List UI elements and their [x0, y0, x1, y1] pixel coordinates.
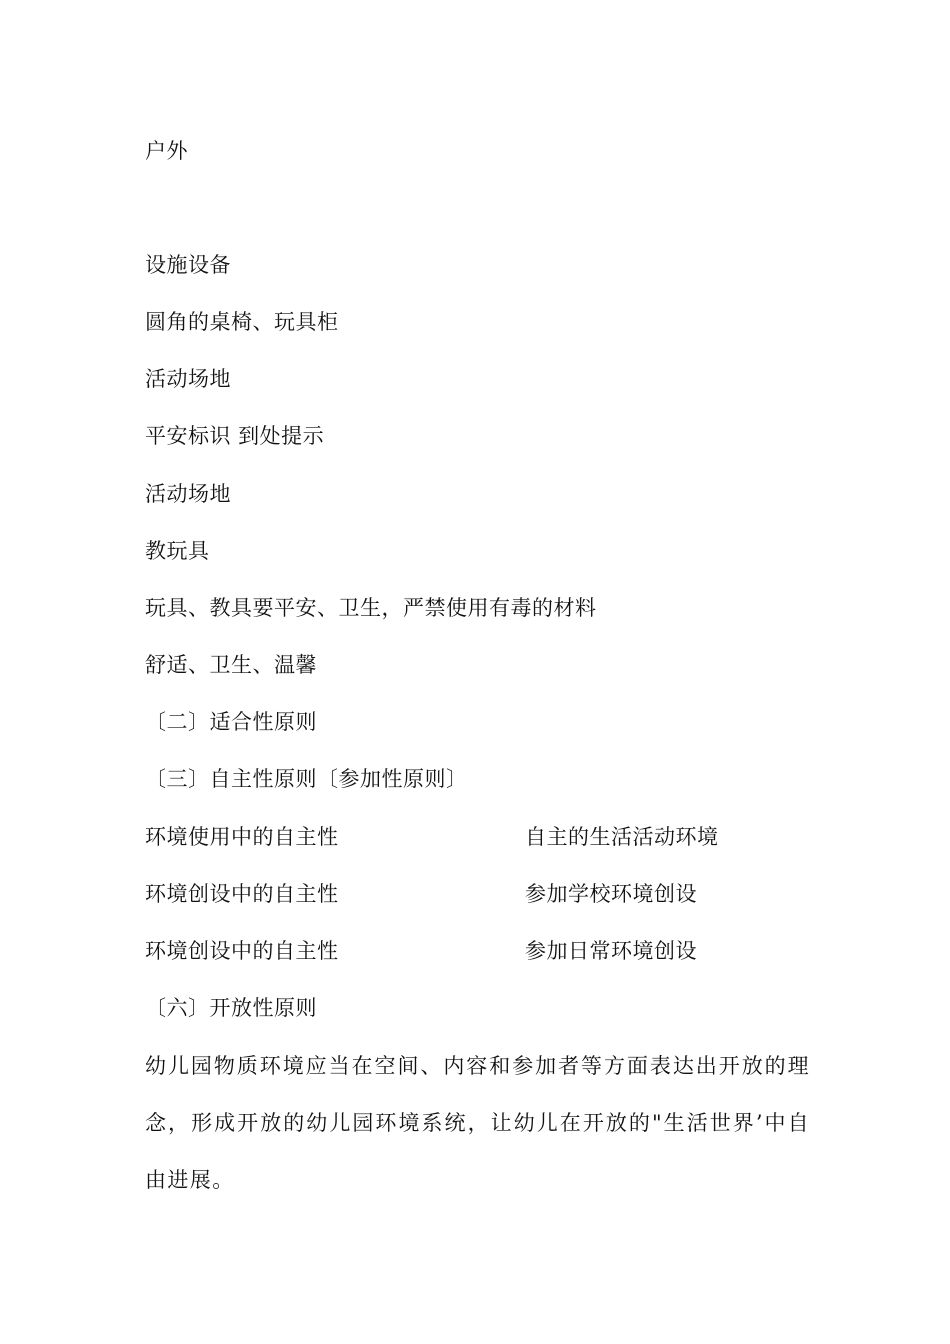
text-line-activity-area-1: 活动场地 — [145, 367, 231, 391]
text-line-outdoor: 户外 — [145, 139, 188, 163]
text-line-teaching-toys: 教玩具 — [145, 539, 210, 563]
section-heading-autonomy: 〔三〕自主性原则〔参加性原则〕 — [145, 767, 468, 791]
text-line-safety-signs: 平安标识 到处提示 — [145, 424, 325, 448]
text-line-facilities: 设施设备 — [145, 253, 231, 277]
pair-left: 环境创设中的自主性 — [145, 882, 339, 906]
pair-row — [145, 937, 697, 965]
section-heading-openness: 〔六〕开放性原则 — [145, 996, 317, 1020]
pair-right: 参加日常环境创设 — [525, 939, 697, 963]
text-line-comfort: 舒适、卫生、温馨 — [145, 653, 317, 677]
text-line-toy-safety: 玩具、教具要平安、卫生，严禁使用有毒的材料 — [145, 596, 597, 620]
body-paragraph: 幼儿园物质环境应当在空间、内容和参加者等方面表达出开放的理念，形成开放的幼儿园环境系统，让幼儿在开放的"生活世界’中自由进展。 — [145, 1054, 810, 1192]
section-heading-suitability: 〔二〕适合性原则 — [145, 710, 317, 734]
pair-left: 环境使用中的自主性 — [145, 825, 339, 849]
pair-row — [145, 880, 697, 908]
pair-left: 环境创设中的自主性 — [145, 939, 339, 963]
text-line-furniture: 圆角的桌椅、玩具柜 — [145, 310, 339, 334]
pair-right: 自主的生活活动环境 — [525, 825, 719, 849]
pair-right: 参加学校环境创设 — [525, 882, 697, 906]
text-line-activity-area-2: 活动场地 — [145, 482, 231, 506]
pair-row — [145, 823, 719, 851]
